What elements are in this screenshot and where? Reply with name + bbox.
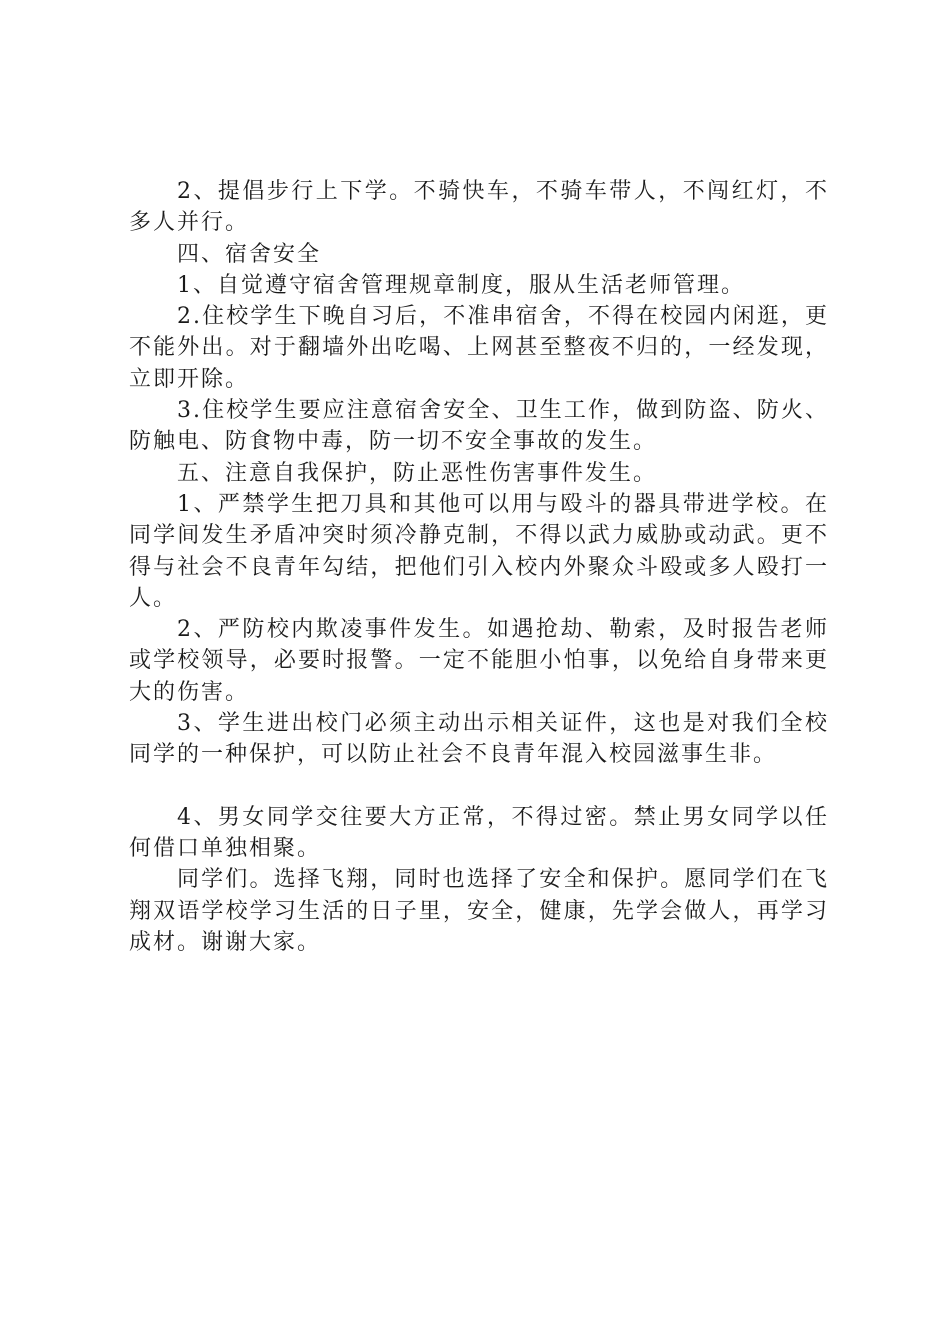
- paragraph-dorm-hazards: 3.住校学生要应注意宿舍安全、卫生工作，做到防盗、防火、防触电、防食物中毒，防一切不安全事故的发生。: [129, 398, 829, 455]
- paragraph-closing-remarks: 同学们。选择飞翔，同时也选择了安全和保护。愿同学们在飞翔双语学校学习生活的日子里，安全，健康，先学会做人，再学习成材。谢谢大家。: [129, 867, 829, 955]
- paragraph-dorm-rules: 1、自觉遵守宿舍管理规章制度，服从生活老师管理。: [177, 272, 745, 298]
- section-heading-self-protection: 五、注意自我保护，防止恶性伤害事件发生。: [177, 460, 658, 486]
- document-body: [129, 176, 829, 958]
- paragraph-dorm-curfew: 2.住校学生下晚自习后，不准串宿舍，不得在校园内闲逛，更不能外出。对于翻墙外出吃喝、上网甚至整夜不归的，一经发现，立即开除。: [129, 304, 829, 392]
- section-heading-dormitory-safety: 四、宿舍安全: [177, 241, 322, 267]
- paragraph-student-relations: 4、男女同学交往要大方正常，不得过密。禁止男女同学以任何借口单独相聚。: [129, 804, 829, 861]
- paragraph-commute-walking: 2、提倡步行上下学。不骑快车，不骑车带人，不闯红灯，不多人并行。: [129, 179, 829, 236]
- paragraph-no-weapons: 1、严禁学生把刀具和其他可以用与殴斗的器具带进学校。在同学间发生矛盾冲突时须冷静克制，不得以武力威胁或动武。更不得与社会不良青年勾结，把他们引入校内外聚众斗殴或多人殴打一人。: [129, 491, 829, 611]
- paragraph-anti-bullying: 2、严防校内欺凌事件发生。如遇抢劫、勒索，及时报告老师或学校领导，必要时报警。一定不能胆小怕事，以免给自身带来更大的伤害。: [129, 617, 829, 705]
- paragraph-spacer: [129, 771, 829, 802]
- paragraph-campus-id: 3、学生进出校门必须主动出示相关证件，这也是对我们全校同学的一种保护，可以防止社会不良青年混入校园滋事生非。: [129, 711, 829, 768]
